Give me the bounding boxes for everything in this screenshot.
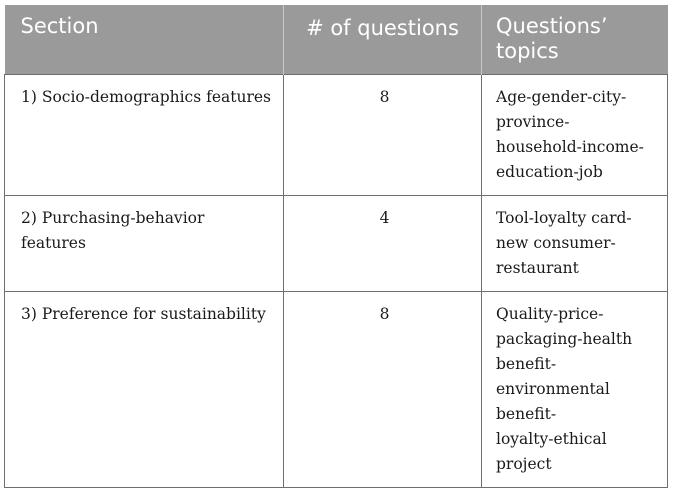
num-questions-cell: 8 — [284, 291, 482, 487]
header-topics-line1: Questions’ — [496, 14, 608, 38]
questionnaire-table — [4, 5, 667, 488]
num-questions-cell: 8 — [284, 74, 482, 195]
topic-line: benefit- — [496, 354, 557, 373]
topic-line: packaging-health — [496, 329, 633, 348]
header-topics-line2: topics — [496, 39, 559, 63]
header-section: Section — [5, 5, 284, 74]
topic-line: Tool-loyalty card- — [496, 208, 632, 227]
num-questions-cell: 4 — [284, 195, 482, 291]
topic-line: province- — [496, 112, 570, 131]
topic-line: new consumer- — [496, 233, 616, 252]
section-cell: 2) Purchasing-behavior features — [5, 195, 284, 291]
table-row — [5, 74, 668, 195]
table — [4, 5, 668, 488]
topic-line: loyalty-ethical — [496, 429, 607, 448]
table-row — [5, 195, 668, 291]
header-topics — [482, 5, 668, 74]
topics-cell — [482, 195, 668, 291]
topic-line: project — [496, 454, 552, 473]
topic-line: Age-gender-city- — [496, 87, 627, 106]
topic-line: Quality-price- — [496, 304, 604, 323]
table-row — [5, 291, 668, 487]
topic-line: education-job — [496, 162, 603, 181]
header-num-questions: # of questions — [284, 5, 482, 74]
topics-cell — [482, 291, 668, 487]
topics-cell — [482, 74, 668, 195]
topic-line: household-income- — [496, 137, 644, 156]
header-row — [5, 5, 668, 74]
section-cell: 1) Socio-demographics features — [5, 74, 284, 195]
topic-line: benefit- — [496, 404, 557, 423]
topic-line: environmental — [496, 379, 610, 398]
section-cell: 3) Preference for sustainability — [5, 291, 284, 487]
topic-line: restaurant — [496, 258, 579, 277]
